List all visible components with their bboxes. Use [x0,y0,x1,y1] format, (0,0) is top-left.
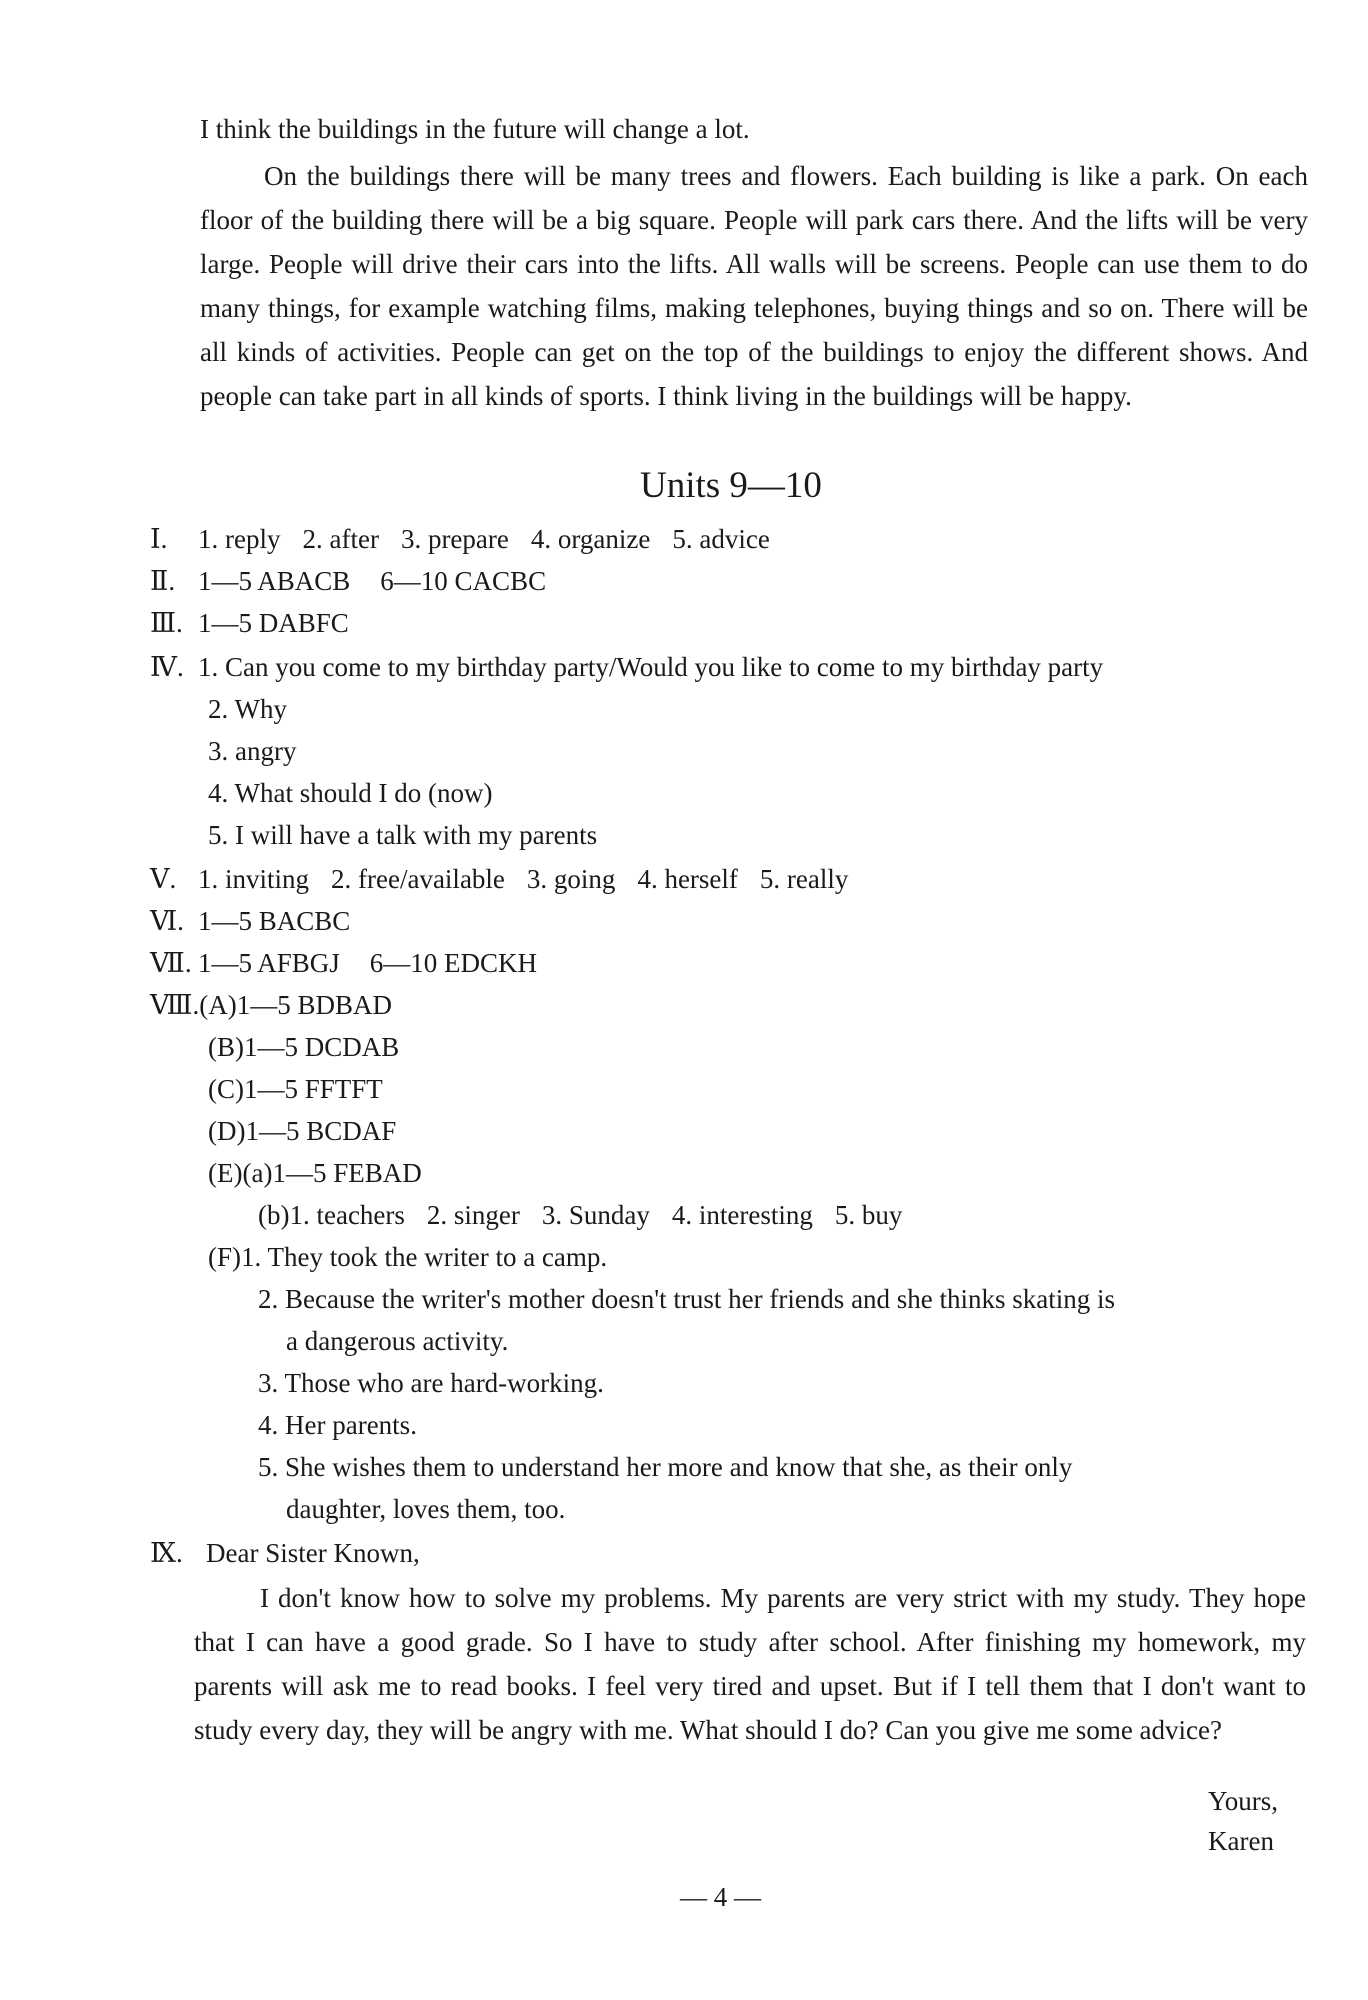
roman-numeral: Ⅷ. [150,990,200,1020]
answer-item: (F)1. They took the writer to a camp. [208,1242,608,1272]
answer-item: 4. What should I do (now) [208,778,493,808]
answer-item: 5. really [759,864,849,894]
page-number: — 4 — [680,1882,761,1912]
answer-section-vii [150,946,537,980]
answer-item: 3. angry [208,736,297,766]
answer-section-v [150,862,848,896]
answer-section-vi [150,904,350,938]
answer-section-ii [150,564,546,598]
essay-first-line: I think the buildings in the future will change a lot. [200,114,750,144]
roman-numeral: Ⅴ. [150,864,177,894]
roman-numeral: Ⅳ. [150,652,184,682]
roman-numeral: Ⅰ. [150,524,168,554]
answer-item: (C)1—5 FFTFT [208,1074,383,1104]
answer-item: 5. buy [834,1200,903,1230]
answer-item: 1. inviting [198,864,310,894]
answer-item: (b)1. teachers [258,1200,405,1230]
roman-numeral: Ⅶ. [150,948,192,978]
letter-closing: Yours, [1208,1786,1279,1816]
answer-item: 1. Can you come to my birthday party/Would you like to come to my birthday party [198,652,1104,682]
roman-numeral: Ⅵ. [150,906,184,936]
answer-item: 1—5 AFBGJ [198,948,340,978]
letter-body: I don't know how to solve my problems. My parents are very strict with my study. They hope that I can have a good grade. So I have to study after school. After finishing my homework, my parents will ask me to read books. I feel very tired and upset. But if I tell them that I don't want to study every day, they will be angry with me. What should I do? Can you give me some advice? [194,1583,1306,1745]
roman-numeral: Ⅱ. [150,566,176,596]
letter-greeting: Dear Sister Known, [206,1538,420,1568]
answer-item: 3. Those who are hard-working. [258,1368,604,1398]
answer-item: 1—5 BACBC [198,906,351,936]
answer-item: 2. after [302,524,379,554]
answer-item: 2. free/available [331,864,505,894]
answer-item: 5. advice [672,524,770,554]
answer-item: (A)1—5 BDBAD [199,990,393,1020]
answer-item: 1—5 DABFC [198,608,349,638]
answer-item: 2. singer [426,1200,520,1230]
answer-item: 2. Why [208,694,287,724]
answer-item: 3. going [526,864,616,894]
answer-item: 6—10 EDCKH [369,948,538,978]
roman-numeral: Ⅲ. [150,608,183,638]
answer-item: (B)1—5 DCDAB [208,1032,400,1062]
answer-item: 4. interesting [671,1200,813,1230]
answer-item: 3. prepare [400,524,509,554]
answer-item: a dangerous activity. [286,1326,509,1356]
answer-item: 5. I will have a talk with my parents [208,820,598,850]
answer-item: 5. She wishes them to understand her more and know that she, as their only [258,1452,1073,1482]
answer-item: (D)1—5 BCDAF [208,1116,397,1146]
answer-item: 4. organize [530,524,651,554]
answer-item: 6—10 CACBC [380,566,547,596]
answer-section-ix [150,1536,420,1570]
answer-section-iii [150,606,349,640]
section-title: Units 9—10 [640,465,822,506]
answer-item: 1—5 ABACB [198,566,351,596]
answer-item: 2. Because the writer's mother doesn't trust her friends and she thinks skating is [258,1284,1116,1314]
answer-item: 4. herself [637,864,738,894]
answer-item: 4. Her parents. [258,1410,417,1440]
answer-row-eb [258,1198,902,1232]
letter-signature: Karen [1208,1826,1274,1856]
answer-item: (E)(a)1—5 FEBAD [208,1158,422,1188]
answer-section-iv [150,650,1103,684]
answer-item: 1. reply [198,524,281,554]
answer-item: daughter, loves them, too. [286,1494,566,1524]
roman-numeral: Ⅸ. [150,1538,183,1568]
answer-section-i [150,522,770,556]
answer-section-viii [150,988,392,1022]
essay-body: On the buildings there will be many trees and flowers. Each building is like a park. On each floor of the building there will be a big square. People will park cars there. And the lifts will be very large. People will drive their cars into the lifts. All walls will be screens. People can use them to do many things, for example watching films, making telephones, buying things and so on. There will be all kinds of activities. People can get on the top of the buildings to enjoy the different shows. And people can take part in all kinds of sports. I think living in the buildings will be happy. [200,161,1308,411]
answer-item: 3. Sunday [541,1200,650,1230]
